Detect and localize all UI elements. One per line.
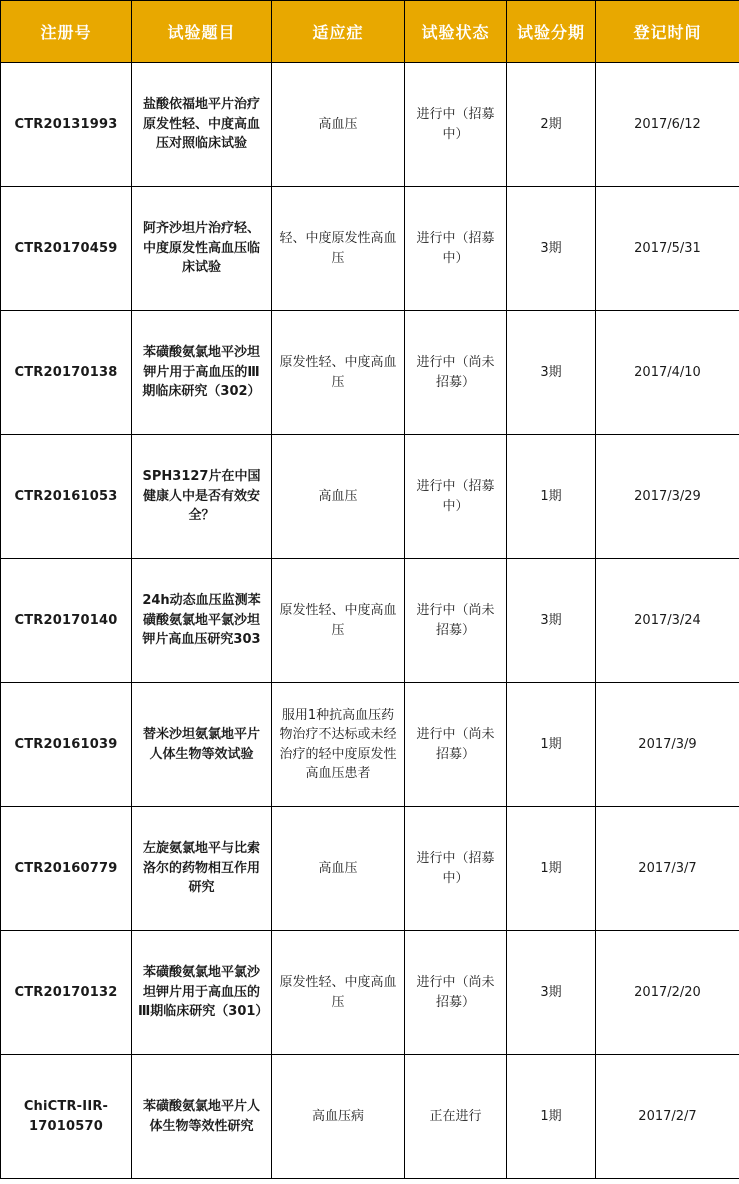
cell-registration-date: 2017/3/9 (596, 683, 739, 807)
cell-indication: 原发性轻、中度高血压 (272, 559, 405, 683)
cell-registration-date: 2017/2/20 (596, 931, 739, 1055)
cell-indication: 服用1种抗高血压药物治疗不达标或未经治疗的轻中度原发性高血压患者 (272, 683, 405, 807)
cell-indication: 轻、中度原发性高血压 (272, 187, 405, 311)
table-body (1, 63, 739, 1179)
column-header-trial-phase: 试验分期 (507, 1, 596, 63)
cell-trial-status: 进行中（尚未招募） (405, 683, 507, 807)
cell-trial-phase: 1期 (507, 683, 596, 807)
cell-trial-status: 进行中（尚未招募） (405, 559, 507, 683)
cell-indication: 高血压 (272, 63, 405, 187)
cell-registration-number: ChiCTR-IIR-17010570 (1, 1055, 132, 1179)
table-row (1, 683, 739, 807)
cell-trial-title: 苯磺酸氨氯地平沙坦钾片用于高血压的Ⅲ期临床研究（302） (132, 311, 272, 435)
cell-trial-title: 左旋氨氯地平与比索洛尔的药物相互作用研究 (132, 807, 272, 931)
column-header-registration-number: 注册号 (1, 1, 132, 63)
table-row (1, 807, 739, 931)
column-header-registration-date: 登记时间 (596, 1, 739, 63)
cell-trial-title: 苯磺酸氨氯地平片人体生物等效性研究 (132, 1055, 272, 1179)
cell-indication: 高血压 (272, 435, 405, 559)
table-row (1, 931, 739, 1055)
cell-indication: 原发性轻、中度高血压 (272, 311, 405, 435)
cell-trial-phase: 1期 (507, 435, 596, 559)
table-row (1, 311, 739, 435)
cell-indication: 原发性轻、中度高血压 (272, 931, 405, 1055)
cell-trial-title: 24h动态血压监测苯磺酸氨氯地平氯沙坦钾片高血压研究303 (132, 559, 272, 683)
table-header (1, 1, 739, 63)
table-row (1, 187, 739, 311)
cell-registration-number: CTR20170140 (1, 559, 132, 683)
cell-trial-status: 进行中（招募中） (405, 807, 507, 931)
cell-trial-status: 进行中（尚未招募） (405, 931, 507, 1055)
cell-trial-title: 替米沙坦氨氯地平片人体生物等效试验 (132, 683, 272, 807)
cell-trial-phase: 3期 (507, 187, 596, 311)
cell-trial-phase: 3期 (507, 311, 596, 435)
cell-trial-title: 阿齐沙坦片治疗轻、中度原发性高血压临床试验 (132, 187, 272, 311)
column-header-trial-title: 试验题目 (132, 1, 272, 63)
cell-trial-status: 进行中（招募中） (405, 187, 507, 311)
cell-trial-status: 进行中（招募中） (405, 435, 507, 559)
cell-registration-number: CTR20170459 (1, 187, 132, 311)
cell-trial-title: 苯磺酸氨氯地平氯沙坦钾片用于高血压的Ⅲ期临床研究（301） (132, 931, 272, 1055)
cell-registration-date: 2017/4/10 (596, 311, 739, 435)
cell-registration-date: 2017/3/24 (596, 559, 739, 683)
table-row (1, 435, 739, 559)
cell-registration-number: CTR20170132 (1, 931, 132, 1055)
cell-trial-status: 进行中（尚未招募） (405, 311, 507, 435)
cell-trial-phase: 3期 (507, 931, 596, 1055)
cell-trial-status: 进行中（招募中） (405, 63, 507, 187)
cell-registration-date: 2017/5/31 (596, 187, 739, 311)
cell-registration-number: CTR20170138 (1, 311, 132, 435)
table-row (1, 63, 739, 187)
cell-registration-date: 2017/3/29 (596, 435, 739, 559)
cell-registration-number: CTR20160779 (1, 807, 132, 931)
cell-registration-number: CTR20131993 (1, 63, 132, 187)
column-header-indication: 适应症 (272, 1, 405, 63)
cell-trial-title: SPH3127片在中国健康人中是否有效安全？ (132, 435, 272, 559)
cell-indication: 高血压病 (272, 1055, 405, 1179)
cell-trial-phase: 1期 (507, 1055, 596, 1179)
cell-trial-phase: 1期 (507, 807, 596, 931)
cell-registration-date: 2017/3/7 (596, 807, 739, 931)
cell-indication: 高血压 (272, 807, 405, 931)
cell-registration-number: CTR20161039 (1, 683, 132, 807)
cell-trial-title: 盐酸依福地平片治疗原发性轻、中度高血压对照临床试验 (132, 63, 272, 187)
cell-trial-phase: 2期 (507, 63, 596, 187)
cell-trial-phase: 3期 (507, 559, 596, 683)
cell-registration-number: CTR20161053 (1, 435, 132, 559)
table-row (1, 1055, 739, 1179)
column-header-trial-status: 试验状态 (405, 1, 507, 63)
table-row (1, 559, 739, 683)
cell-trial-status: 正在进行 (405, 1055, 507, 1179)
cell-registration-date: 2017/6/12 (596, 63, 739, 187)
cell-registration-date: 2017/2/7 (596, 1055, 739, 1179)
header-row (1, 1, 739, 63)
